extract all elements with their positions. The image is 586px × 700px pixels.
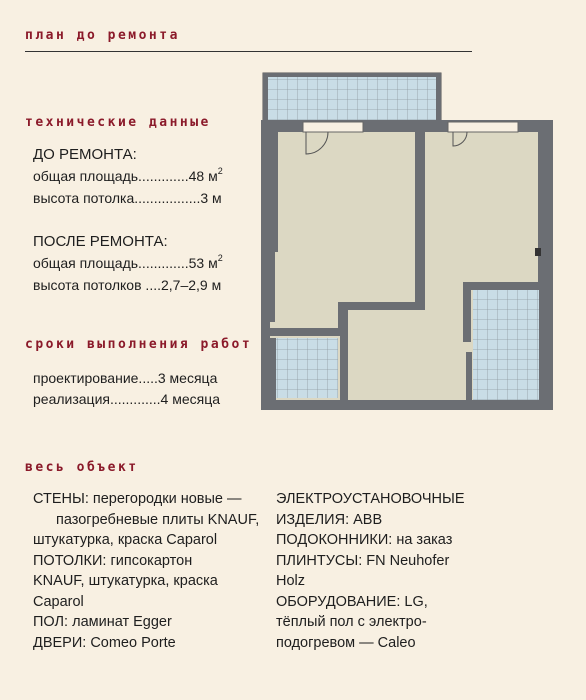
heading-divider (25, 51, 472, 52)
terms-design: проектирование.....3 месяца (33, 370, 218, 386)
bathroom-right (463, 282, 546, 400)
object-line: тёплый пол с электро- (276, 614, 427, 630)
object-line: СТЕНЫ: перегородки новые — (33, 491, 242, 507)
object-line: подогревом — Caleo (276, 634, 416, 651)
before-title: ДО РЕМОНТА: (33, 146, 137, 163)
object-left-column (33, 489, 259, 653)
object-right-column (276, 489, 465, 653)
object-line: Caparol (33, 593, 84, 610)
floor-plan-drawing (248, 70, 558, 415)
before-area: общая площадь.............48 $м^2$ (33, 166, 223, 184)
object-line: ПЛИНТУСЫ: FN Neuhofer (276, 552, 450, 569)
object-line: ПОДОКОННИКИ: на заказ (276, 532, 453, 548)
object-line: ПОТОЛКИ: гипсокартон (33, 552, 193, 569)
terms-heading: сроки выполнения работ (25, 337, 253, 352)
after-title: ПОСЛЕ РЕМОНТА: (33, 233, 168, 250)
object-line: штукатурка, краска Caparol (33, 532, 218, 548)
object-line: ДВЕРИ: Comeo Porte (33, 634, 176, 651)
tech-data-heading: технические данные (25, 115, 211, 130)
balcony (263, 73, 441, 123)
after-height: высота потолков ....2,7–2,9 м (33, 277, 222, 293)
object-heading: весь объект (25, 460, 139, 475)
object-line: ОБОРУДОВАНИЕ: LG, (276, 593, 428, 610)
object-line: KNAUF, штукатурка, краска (33, 573, 218, 589)
terms-realization: реализация.............4 месяца (33, 391, 221, 407)
object-line: пазогребневые плиты KNAUF, (56, 511, 260, 528)
object-line: Holz (276, 573, 306, 589)
plan-heading: план до ремонта (25, 28, 180, 43)
object-line: ИЗДЕЛИЯ: ABB (276, 511, 383, 528)
object-line: ПОЛ: ламинат Egger (33, 614, 172, 630)
object-line: ЭЛЕКТРОУСТАНОВОЧНЫЕ (276, 491, 465, 507)
interior-wall (415, 132, 425, 302)
after-area: общая площадь.............53 $м^2$ (33, 253, 223, 271)
before-height: высота потолка.................3 м (33, 190, 222, 206)
